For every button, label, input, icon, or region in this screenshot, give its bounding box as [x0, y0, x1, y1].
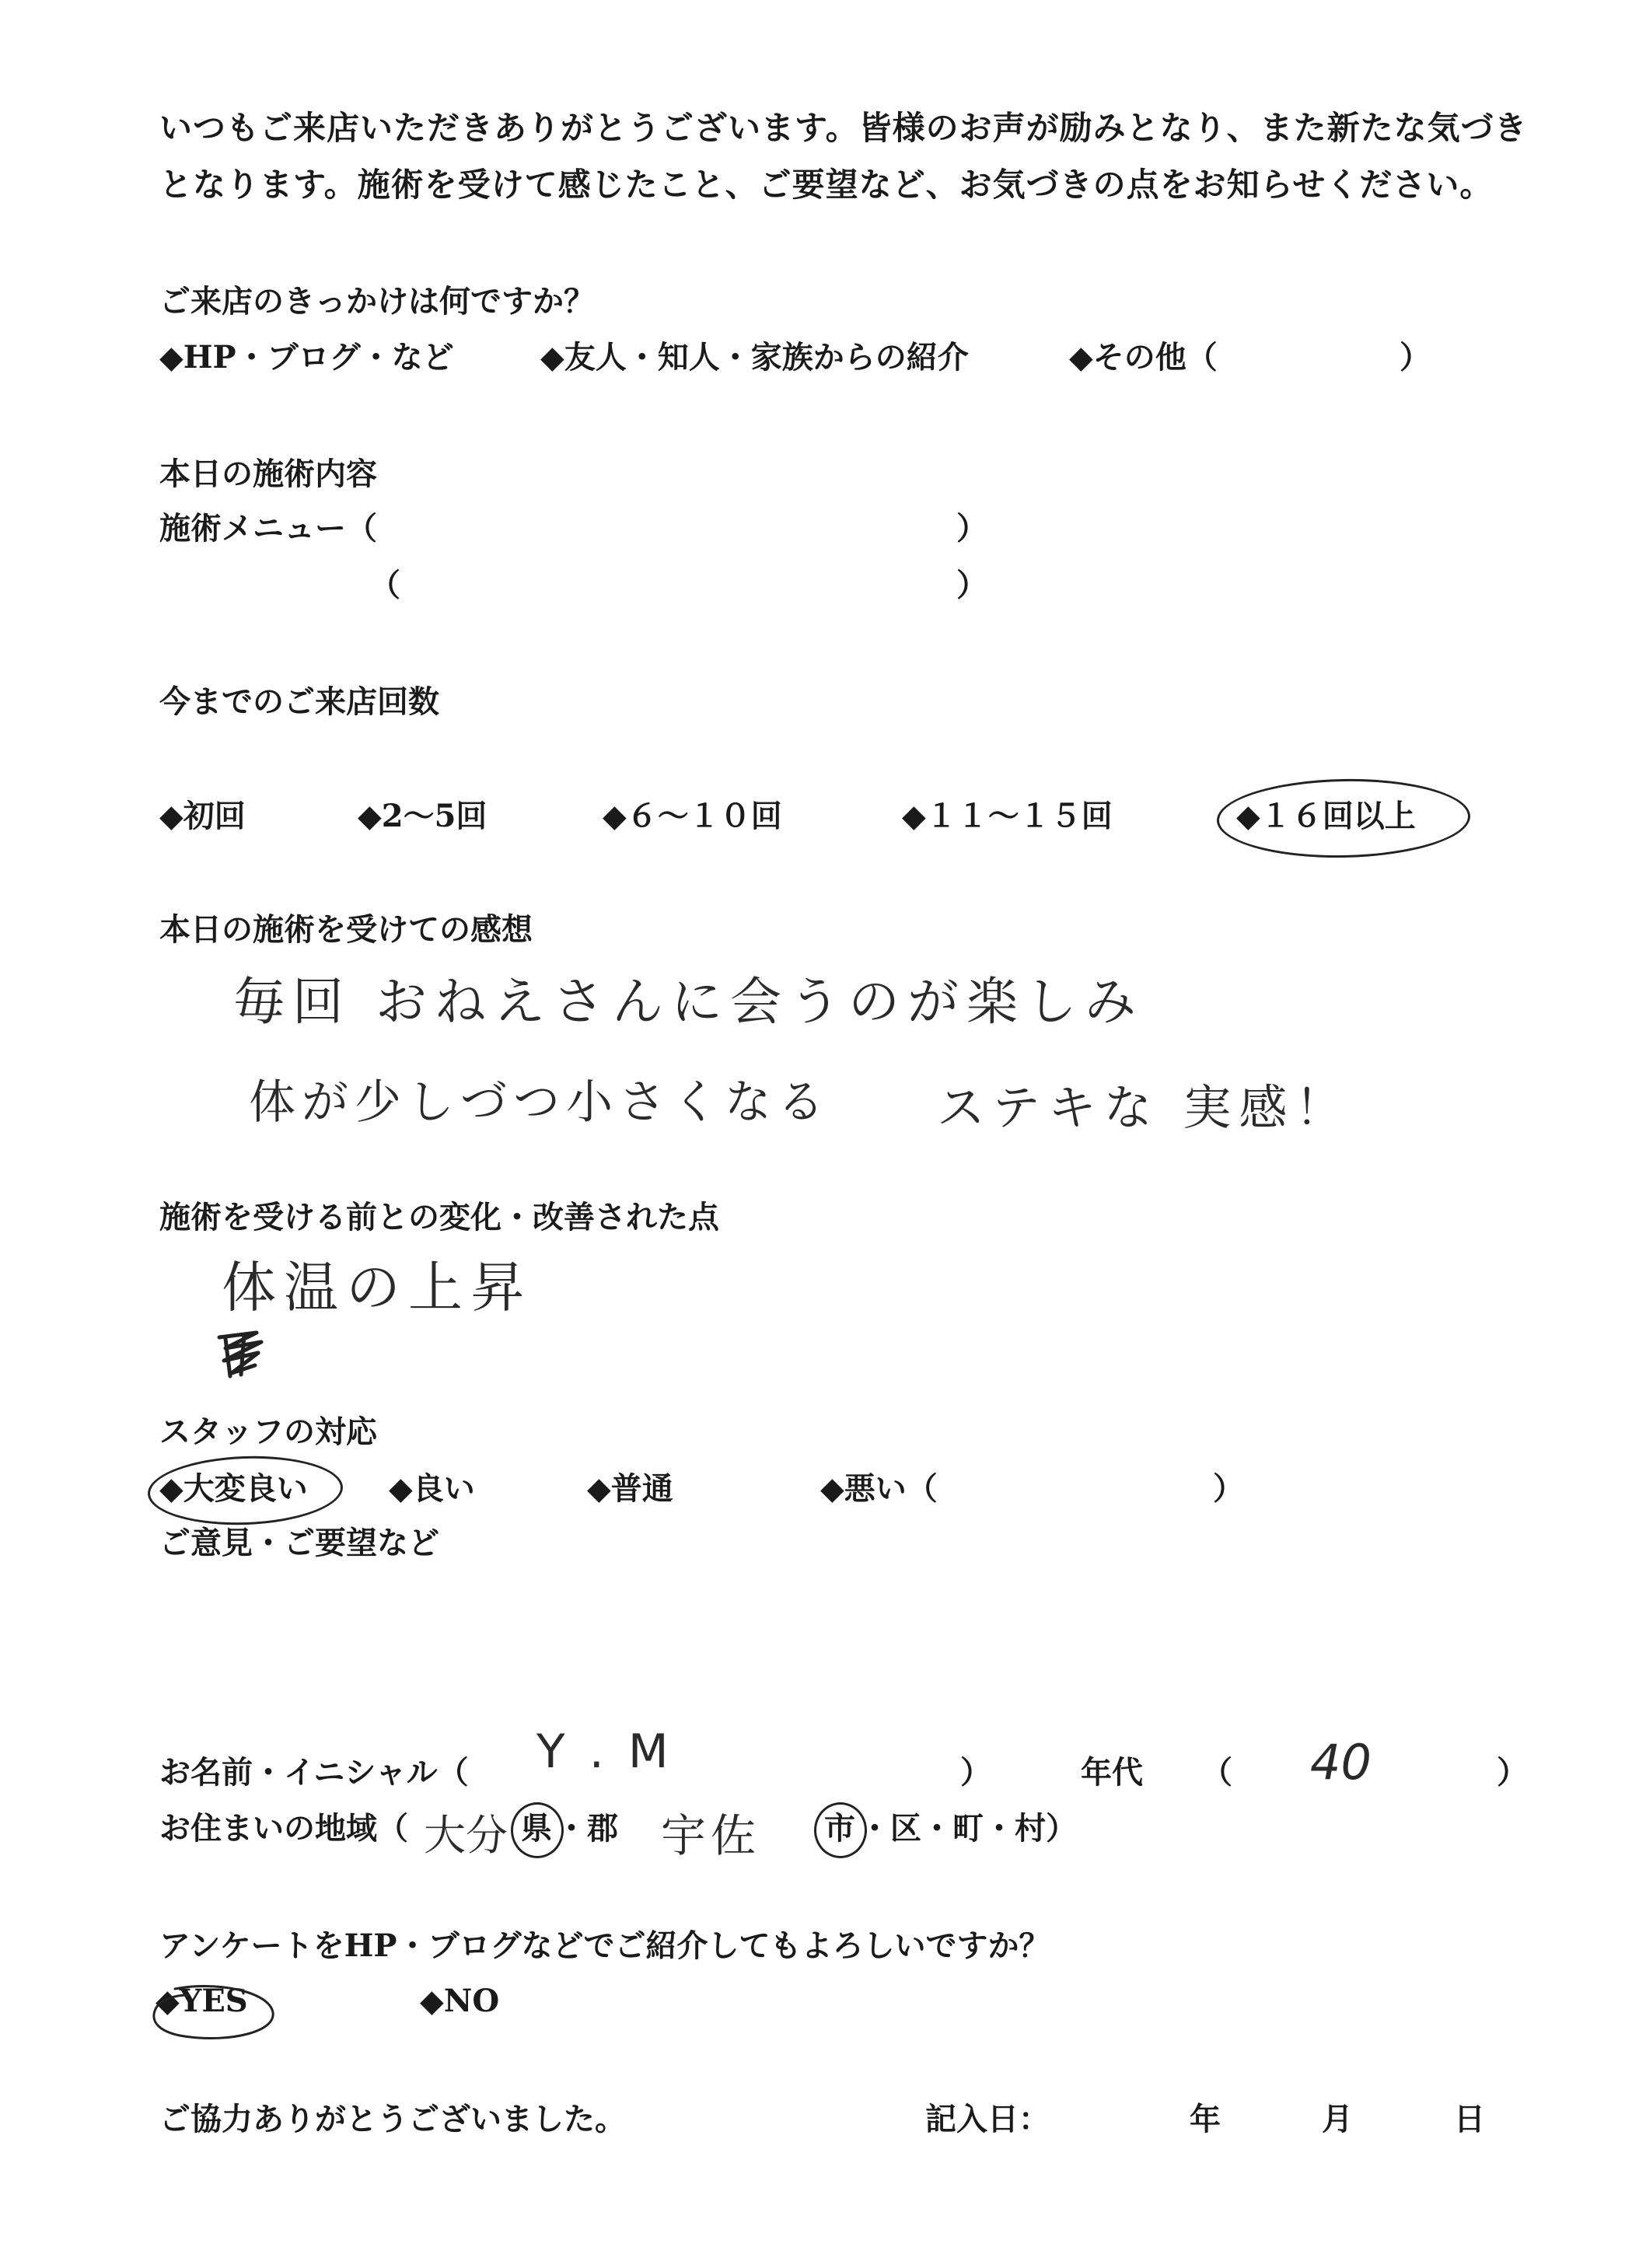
impression-handwritten-line-2a: 体が少しづつ小さくなる: [249, 1075, 830, 1130]
intro-line-1: いつもご来店いただきありがとうございます。皆様のお声が励みとなり、また新たな気づき: [159, 109, 1528, 147]
scribble-mark: [210, 1322, 272, 1384]
address-city-suffix: 市: [824, 1810, 855, 1847]
intro-line-2: となります。施術を受けて感じたこと、ご要望など、お気づきの点をお知らせください。: [159, 166, 1494, 204]
name-label: お名前・イニシャル（: [159, 1754, 469, 1791]
address-gun: ・郡: [556, 1810, 618, 1847]
opinions-heading: ご意見・ご要望など: [159, 1525, 439, 1561]
publish-question: アンケートをHP・ブログなどでご紹介してもよろしいですか？: [159, 1927, 1050, 1964]
impression-handwritten-line-1: 毎回 おねえさんに会うのが楽しみ: [233, 972, 1144, 1032]
thanks-text: ご協力ありがとうございました。: [159, 2101, 626, 2137]
age-label: 年代: [1081, 1754, 1143, 1791]
address-city-handwritten: 宇佐: [661, 1809, 761, 1862]
publish-option-no[interactable]: ◆NO: [420, 1983, 500, 2019]
treatment-menu-label: 施術メニュー（: [159, 510, 377, 547]
visit-count-option-first[interactable]: ◆初回: [159, 798, 246, 834]
visit-count-option-2-5[interactable]: ◆2〜5回: [358, 798, 488, 834]
selected-circle-yes: [144, 1975, 284, 2053]
staff-option-bad[interactable]: ◆悪い（: [820, 1470, 938, 1507]
visit-count-option-16-plus[interactable]: ◆１６回以上: [1236, 798, 1416, 834]
impression-handwritten-line-2b: ステキな 実感！: [937, 1079, 1351, 1136]
address-label: お住まいの地域（: [159, 1810, 408, 1847]
age-close-paren: ）: [1497, 1754, 1528, 1791]
staff-option-good[interactable]: ◆良い: [389, 1470, 475, 1507]
treatment-menu-close-paren-1: ）: [956, 510, 987, 547]
staff-close-paren: ）: [1213, 1470, 1244, 1507]
impression-heading: 本日の施術を受けての感想: [159, 911, 533, 948]
treatment-heading: 本日の施術内容: [159, 456, 377, 492]
visit-reason-question: ご来店のきっかけは何ですか？: [159, 283, 595, 320]
visit-reason-option-other[interactable]: ◆その他（: [1069, 339, 1218, 376]
selected-circle-staff: [147, 1453, 344, 1529]
treatment-menu-close-paren-2: ）: [956, 567, 987, 603]
name-close-paren: ）: [960, 1754, 991, 1791]
date-month: 月: [1322, 2101, 1353, 2137]
address-prefecture-suffix: 県: [521, 1810, 552, 1847]
visit-reason-option-referral[interactable]: ◆友人・知人・家族からの紹介: [540, 339, 969, 376]
address-prefecture-handwritten: 大分: [424, 1811, 508, 1860]
visit-reason-option-hp[interactable]: ◆HP・ブログ・など: [159, 339, 454, 376]
name-handwritten: Y . M: [536, 1725, 673, 1779]
age-handwritten: 40: [1310, 1734, 1372, 1791]
selected-circle-visit-count: [1216, 777, 1471, 860]
age-open-paren: （: [1201, 1754, 1232, 1791]
date-day: 日: [1454, 2101, 1485, 2137]
address-rest: ・区・町・村）: [859, 1810, 1077, 1847]
treatment-menu-open-paren-2: （: [369, 567, 400, 603]
staff-option-normal[interactable]: ◆普通: [587, 1470, 673, 1507]
changes-heading: 施術を受ける前との変化・改善された点: [159, 1199, 719, 1235]
visit-count-option-11-15[interactable]: ◆１１〜１５回: [902, 798, 1113, 834]
staff-option-very-good[interactable]: ◆大変良い: [159, 1470, 308, 1507]
date-year: 年: [1190, 2101, 1221, 2137]
visit-count-option-6-10[interactable]: ◆６〜１０回: [603, 798, 782, 834]
visit-reason-close-paren: ）: [1400, 339, 1431, 376]
visit-count-heading: 今までのご来店回数: [159, 683, 439, 720]
date-label: 記入日：: [925, 2101, 1050, 2137]
changes-handwritten: 体温の上昇: [222, 1256, 533, 1319]
staff-heading: スタッフの対応: [159, 1414, 377, 1450]
publish-option-yes[interactable]: ◆YES: [156, 1983, 248, 2019]
